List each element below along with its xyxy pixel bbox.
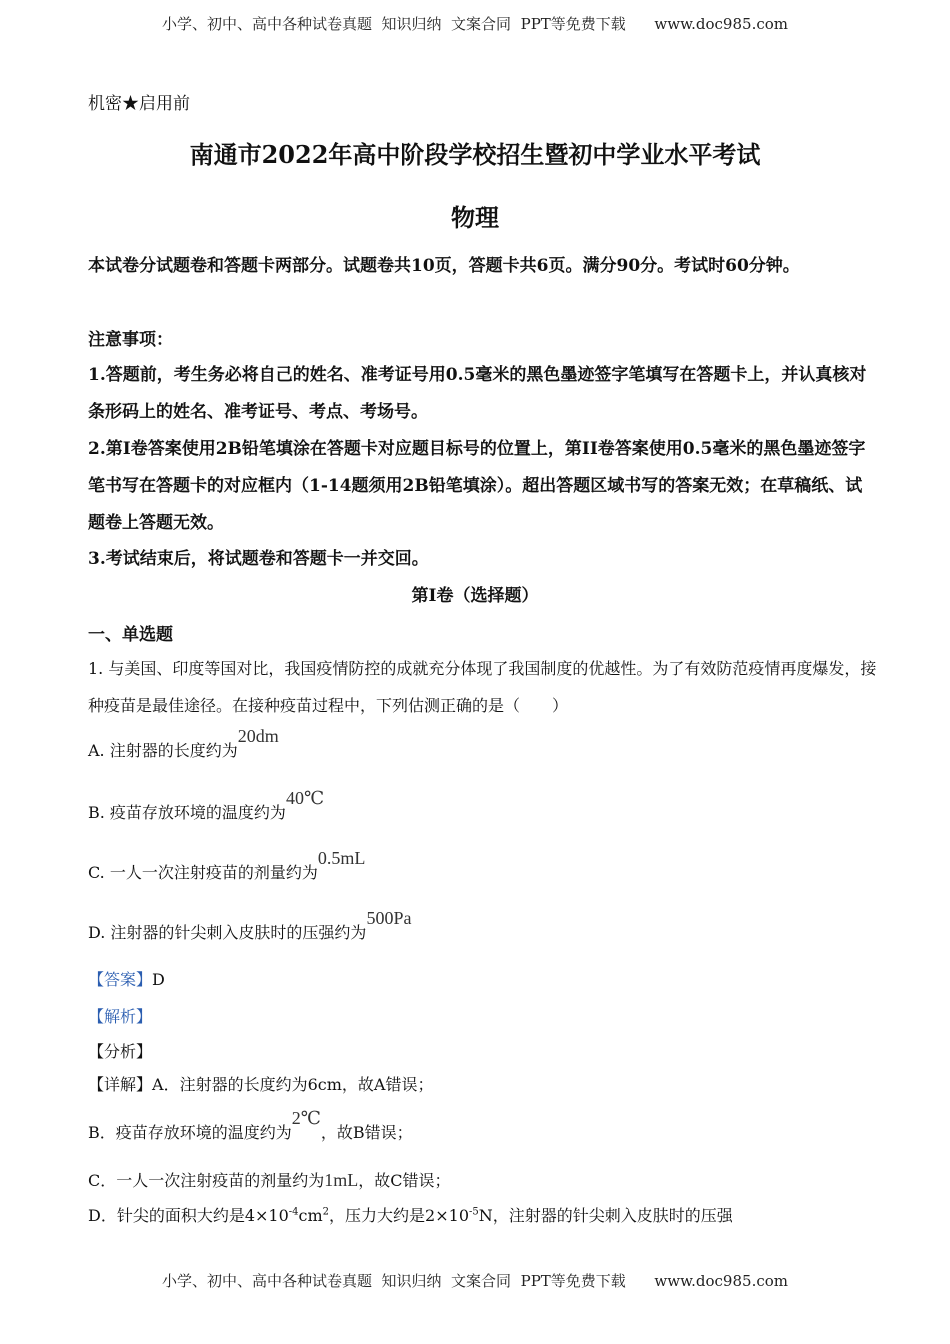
detail-line-d bbox=[88, 1203, 733, 1226]
detail-b-value: 2℃ bbox=[291, 1108, 321, 1128]
option-b bbox=[88, 788, 325, 823]
detail-b-text: B．疫苗存放环境的温度约为 bbox=[88, 1123, 292, 1142]
option-d bbox=[88, 908, 412, 943]
detail-d-exp1: -4 bbox=[288, 1206, 299, 1218]
detail-line-a bbox=[88, 1072, 433, 1095]
page-footer: 小学、初中、高中各种试卷真题 知识归纳 文案合同 PPT等免费下载 www.doc985.com bbox=[161, 1272, 788, 1290]
detail-d-part2: cm bbox=[298, 1206, 323, 1225]
detail-c-value: 1mL bbox=[324, 1170, 359, 1190]
analysis-label: 【解析】 bbox=[88, 1007, 153, 1026]
detail-d-part4: N，注射器的针尖刺入皮肤时的压强 bbox=[478, 1206, 733, 1225]
detail-b-suffix: ，故B错误； bbox=[320, 1123, 413, 1142]
subject-title: 物理 bbox=[451, 203, 499, 232]
answer-label: 【答案】 bbox=[88, 970, 153, 989]
notice-title: 注意事项： bbox=[88, 330, 173, 350]
option-a-text: A. 注射器的长度约为 bbox=[88, 741, 238, 760]
exam-title: 南通市2022年高中阶段学校招生暨初中学业水平考试 bbox=[189, 140, 761, 169]
notice-item-3: 3.考试结束后，将试题卷和答题卡一并交回。 bbox=[88, 549, 429, 569]
option-d-value: 500Pa bbox=[366, 908, 412, 928]
section-title: 第I卷（选择题） bbox=[411, 586, 539, 606]
answer-line bbox=[88, 967, 165, 990]
detail-d-exp2: 2 bbox=[322, 1206, 330, 1218]
detail-d-exp3: -5 bbox=[469, 1206, 479, 1218]
detail-d-part3: ，压力大约是2×10 bbox=[329, 1206, 469, 1225]
detail-c-text: C．一人一次注射疫苗的剂量约为 bbox=[88, 1171, 325, 1190]
notice-item-2: 2.第I卷答案使用2B铅笔填涂在答题卡对应题目标号的位置上，第II卷答案使用0.5毫米的黑色墨迹签字笔书写在答题卡的对应框内（1-14题须用2B铅笔填涂）。超出答题区域书写的答案无效；在草稿纸、试题卷上答题无效。 bbox=[88, 439, 866, 533]
detail-a-text: A．注射器的长度约为6cm，故A错误； bbox=[152, 1075, 434, 1094]
option-c-text: C. 一人一次注射疫苗的剂量约为 bbox=[88, 863, 318, 882]
detail-line-b bbox=[88, 1108, 413, 1143]
detail-line-c bbox=[88, 1168, 451, 1191]
option-b-text: B. 疫苗存放环境的温度约为 bbox=[88, 803, 286, 822]
option-a-value: 20dm bbox=[237, 726, 279, 746]
confidential-label: 机密★启用前 bbox=[88, 94, 190, 114]
question-stem: 1. 与美国、印度等国对比，我国疫情防控的成就充分体现了我国制度的优越性。为了有效防范疫情再度爆发，接种疫苗是最佳途径。在接种疫苗过程中，下列估测正确的是（ ） bbox=[88, 659, 877, 715]
answer-value: D bbox=[152, 970, 165, 989]
fenxi-label: 【分析】 bbox=[88, 1042, 153, 1061]
option-b-value: 40℃ bbox=[285, 788, 325, 808]
option-d-text: D. 注射器的针尖刺入皮肤时的压强约为 bbox=[88, 923, 367, 942]
intro-paragraph: 本试卷分试题卷和答题卡两部分。试题卷共10页，答题卡共6页。满分90分。考试时60分钟。 bbox=[88, 256, 800, 276]
detail-d-part1: D．针尖的面积大约是4×10 bbox=[88, 1206, 289, 1225]
part-title: 一、单选题 bbox=[88, 625, 173, 645]
page-header: 小学、初中、高中各种试卷真题 知识归纳 文案合同 PPT等免费下载 www.doc985.com bbox=[161, 15, 788, 33]
detail-label: 【详解】 bbox=[88, 1075, 153, 1094]
option-a bbox=[88, 726, 279, 761]
detail-c-suffix: ，故C错误； bbox=[358, 1171, 451, 1190]
option-c-value: 0.5mL bbox=[317, 848, 366, 868]
option-c bbox=[88, 848, 366, 883]
notice-item-1: 1.答题前，考生务必将自己的姓名、准考证号用0.5毫米的黑色墨迹签字笔填写在答题卡上，并认真核对条形码上的姓名、准考证号、考点、考场号。 bbox=[88, 365, 867, 422]
